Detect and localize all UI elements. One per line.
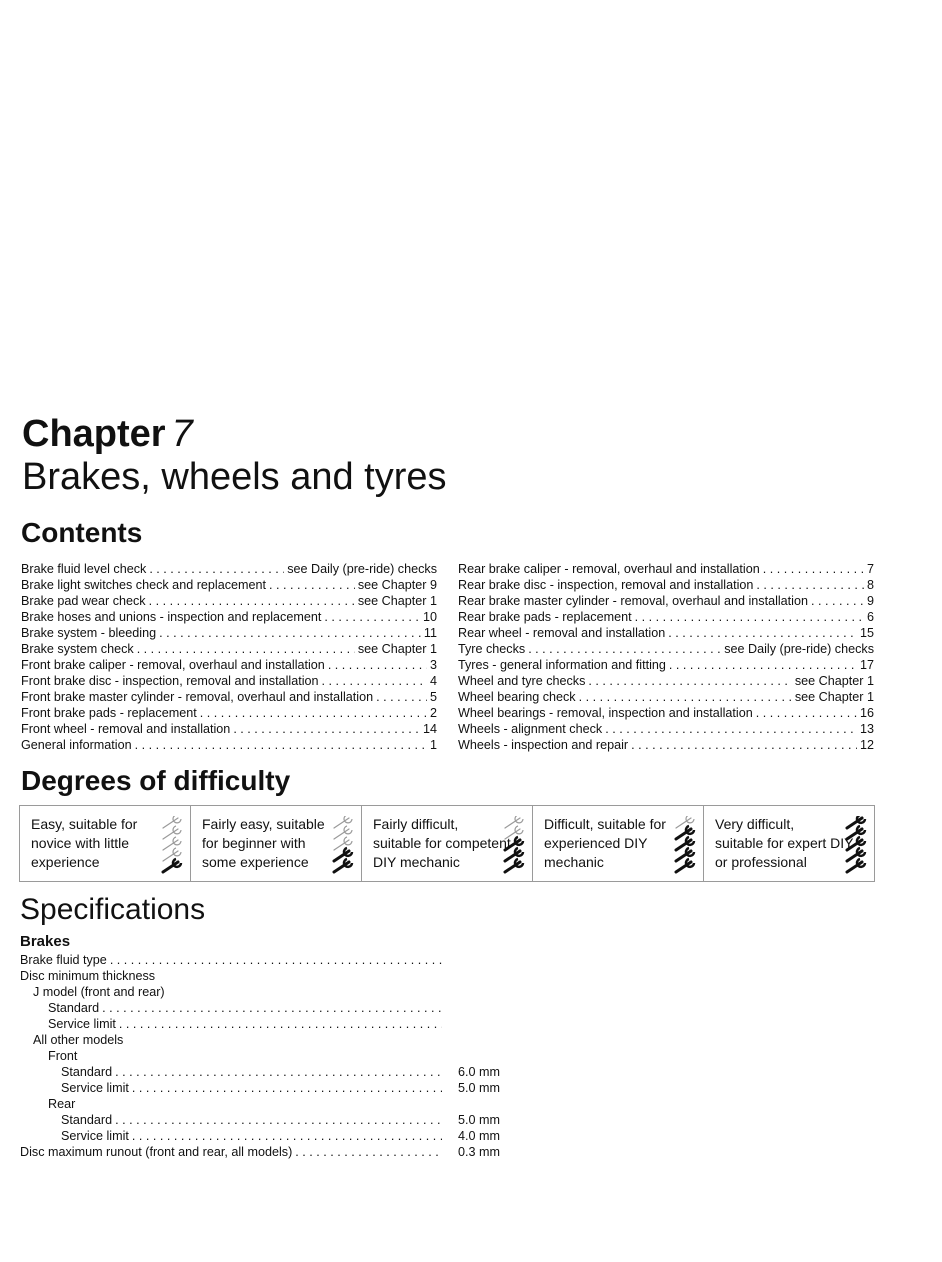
spec-label: Service limit (61, 1081, 129, 1095)
contents-entry-page: see Chapter 1 (357, 594, 437, 608)
contents-entry (21, 609, 437, 625)
contents-entry (21, 561, 437, 577)
spec-label: Service limit (61, 1129, 129, 1143)
difficulty-text-line: suitable for expert DIY (715, 835, 854, 851)
contents-entry (458, 593, 874, 609)
dot-leader (110, 952, 442, 968)
dot-leader (635, 609, 864, 625)
contents-entry-page: see Chapter 1 (794, 674, 874, 688)
dot-leader (763, 561, 864, 577)
contents-entry-page: see Chapter 1 (794, 690, 874, 704)
contents-entry-title: Wheel and tyre checks (458, 674, 586, 688)
wrench-icon (163, 859, 181, 872)
difficulty-heading: Degrees of difficulty (21, 765, 291, 796)
dot-leader (322, 673, 427, 689)
spec-label: Service limit (48, 1017, 116, 1031)
spec-label: Standard (48, 1001, 100, 1015)
contents-entry (458, 689, 874, 705)
contents-entry-page: 15 (859, 626, 874, 640)
contents-entry-page: see Daily (pre-ride) checks (287, 562, 437, 576)
dot-leader (579, 689, 792, 705)
contents-list-left (21, 561, 437, 753)
contents-entry-page: see Chapter 1 (357, 642, 437, 656)
dot-leader (528, 641, 721, 657)
wrench-icon (334, 816, 352, 828)
contents-entry-title: Brake pad wear check (21, 594, 146, 608)
dot-leader (132, 1128, 442, 1144)
contents-entry-page: 8 (866, 578, 874, 592)
wrench-icon (334, 826, 352, 839)
contents-entry-title: Wheels - alignment check (458, 722, 603, 736)
spec-value: 4.0 mm (458, 1129, 500, 1143)
difficulty-text-line: Difficult, suitable for (544, 816, 666, 832)
spec-label: Disc maximum runout (front and rear, all models) (20, 1145, 293, 1159)
contents-entry (458, 657, 874, 673)
contents-entry (458, 561, 874, 577)
chapter-label: Chapter (22, 413, 166, 455)
specifications-heading: Specifications (20, 893, 206, 926)
contents-entry-page: 5 (429, 690, 437, 704)
wrench-rating-icon (331, 816, 355, 876)
dot-leader (631, 737, 857, 753)
spec-label: Disc minimum thickness (20, 969, 156, 983)
dot-leader (102, 1000, 442, 1016)
difficulty-text-line: for beginner with (202, 835, 306, 851)
contents-entry-title: Rear brake pads - replacement (458, 610, 632, 624)
spec-label: Front (48, 1049, 78, 1063)
contents-entry-title: Tyre checks (458, 642, 526, 656)
spec-label: Brake fluid type (20, 953, 107, 967)
contents-entry-title: Brake system check (21, 642, 134, 656)
spec-label: Standard (61, 1065, 113, 1079)
spec-value: 5.0 mm (458, 1113, 500, 1127)
difficulty-text-line: Easy, suitable for (31, 816, 138, 832)
chapter-number: 7 (171, 413, 193, 455)
dot-leader (159, 625, 421, 641)
contents-entry (458, 673, 874, 689)
dot-leader (668, 625, 857, 641)
contents-entry-page: 17 (859, 658, 874, 672)
wrench-icon (505, 837, 523, 850)
difficulty-text-line: experienced DIY (544, 835, 648, 851)
wrench-icon (676, 816, 694, 828)
contents-entry (458, 721, 874, 737)
dot-leader (328, 657, 427, 673)
chapter-title: Brakes, wheels and tyres (22, 456, 447, 498)
wrench-icon (847, 816, 865, 828)
dot-leader (200, 705, 427, 721)
contents-heading: Contents (21, 517, 143, 548)
contents-entry-title: Wheel bearing check (458, 690, 576, 704)
wrench-icon (163, 837, 181, 850)
dot-leader (376, 689, 427, 705)
contents-entry (458, 705, 874, 721)
contents-entry-title: Front brake master cylinder - removal, overhaul and installation (21, 690, 374, 704)
dot-leader (269, 577, 355, 593)
difficulty-level (704, 806, 874, 881)
contents-entry-title: Rear wheel - removal and installation (458, 626, 666, 640)
difficulty-level (362, 806, 533, 881)
dot-leader (132, 1080, 442, 1096)
dot-leader (137, 641, 355, 657)
spec-value: 6.0 mm (458, 1065, 500, 1079)
spec-label: Standard (61, 1113, 113, 1127)
spec-value: 0.3 mm (458, 1145, 500, 1159)
spec-label: All other models (33, 1033, 124, 1047)
contents-entry (21, 641, 437, 657)
spec-label: Rear (48, 1097, 76, 1111)
spec-value: 5.0 mm (458, 1081, 500, 1095)
difficulty-text-line: suitable for competent (373, 835, 511, 851)
difficulty-text-line: experience (31, 854, 100, 870)
contents-entry-title: Brake system - bleeding (21, 626, 157, 640)
dot-leader (669, 657, 857, 673)
wrench-icon (163, 848, 181, 861)
contents-entry-title: Front brake caliper - removal, overhaul and installation (21, 658, 325, 672)
contents-entry (458, 737, 874, 753)
contents-entry-title: Front wheel - removal and installation (21, 722, 231, 736)
contents-entry (21, 705, 437, 721)
contents-entry (21, 657, 437, 673)
contents-entry-title: Tyres - general information and fitting (458, 658, 666, 672)
difficulty-text-line: Fairly easy, suitable (202, 816, 325, 832)
contents-entry-page: see Chapter 9 (357, 578, 437, 592)
difficulty-text-line: some experience (202, 854, 309, 870)
contents-entry-page: 4 (429, 674, 437, 688)
difficulty-table (19, 805, 875, 882)
contents-entry (458, 609, 874, 625)
contents-entry-page: 3 (429, 658, 437, 672)
difficulty-text-line: Fairly difficult, (373, 816, 459, 832)
difficulty-level (191, 806, 362, 881)
chapter-heading (22, 412, 193, 456)
contents-entry-title: Front brake disc - inspection, removal and installation (21, 674, 319, 688)
wrench-rating-icon (673, 816, 697, 876)
wrench-rating-icon (844, 816, 868, 876)
wrench-icon (505, 826, 523, 839)
wrench-icon (505, 816, 523, 828)
contents-entry (21, 673, 437, 689)
contents-entry (21, 625, 437, 641)
contents-entry-page: 11 (423, 626, 437, 640)
contents-entry (458, 641, 874, 657)
contents-entry-page: 2 (429, 706, 437, 720)
wrench-icon (163, 816, 181, 828)
contents-entry-title: General information (21, 738, 132, 752)
wrench-icon (676, 826, 694, 839)
difficulty-text-line: mechanic (544, 854, 604, 870)
wrench-icon (334, 848, 352, 861)
contents-entry-page: 13 (859, 722, 874, 736)
wrench-rating-icon (160, 816, 184, 876)
dot-leader (149, 593, 355, 609)
difficulty-level (20, 806, 191, 881)
specifications-section-brakes: Brakes (20, 933, 71, 950)
wrench-icon (334, 837, 352, 850)
contents-entry (21, 689, 437, 705)
dot-leader (756, 577, 864, 593)
contents-entry-title: Front brake pads - replacement (21, 706, 197, 720)
dot-leader (115, 1064, 442, 1080)
contents-entry-title: Wheels - inspection and repair (458, 738, 629, 752)
contents-entry-title: Brake light switches check and replacement (21, 578, 267, 592)
dot-leader (135, 737, 427, 753)
contents-entry (458, 625, 874, 641)
difficulty-text-line: or professional (715, 854, 807, 870)
contents-entry (21, 737, 437, 753)
dot-leader (324, 609, 420, 625)
dot-leader (149, 561, 284, 577)
contents-entry-page: 10 (422, 610, 437, 624)
difficulty-level (533, 806, 704, 881)
contents-entry (21, 577, 437, 593)
dot-leader (588, 673, 791, 689)
contents-entry-title: Rear brake caliper - removal, overhaul and installation (458, 562, 760, 576)
contents-entry-page: 6 (866, 610, 874, 624)
difficulty-text-line: novice with little (31, 835, 130, 851)
contents-entry-title: Brake hoses and unions - inspection and replacement (21, 610, 322, 624)
dot-leader (605, 721, 857, 737)
wrench-rating-icon (502, 816, 526, 876)
contents-entry-title: Brake fluid level check (21, 562, 147, 576)
contents-entry-page: 12 (859, 738, 874, 752)
contents-entry-page: 1 (429, 738, 437, 752)
wrench-icon (163, 826, 181, 839)
dot-leader (119, 1016, 442, 1032)
contents-entry-page: 7 (866, 562, 874, 576)
contents-entry-page: 16 (859, 706, 874, 720)
contents-entry-title: Wheel bearings - removal, inspection and installation (458, 706, 753, 720)
contents-entry (21, 593, 437, 609)
spec-label: J model (front and rear) (33, 985, 165, 999)
contents-entry-page: 9 (866, 594, 874, 608)
contents-entry-page: 14 (422, 722, 437, 736)
dot-leader (811, 593, 864, 609)
contents-entry-page: see Daily (pre-ride) checks (724, 642, 874, 656)
contents-entry-title: Rear brake disc - inspection, removal and installation (458, 578, 754, 592)
difficulty-text-line: Very difficult, (715, 816, 795, 832)
dot-leader (756, 705, 857, 721)
dot-leader (115, 1112, 442, 1128)
contents-list-right (458, 561, 874, 753)
contents-entry-title: Rear brake master cylinder - removal, overhaul and installation (458, 594, 808, 608)
contents-entry (21, 721, 437, 737)
dot-leader (233, 721, 420, 737)
difficulty-text-line: DIY mechanic (373, 854, 460, 870)
dot-leader (295, 1144, 442, 1160)
contents-entry (458, 577, 874, 593)
